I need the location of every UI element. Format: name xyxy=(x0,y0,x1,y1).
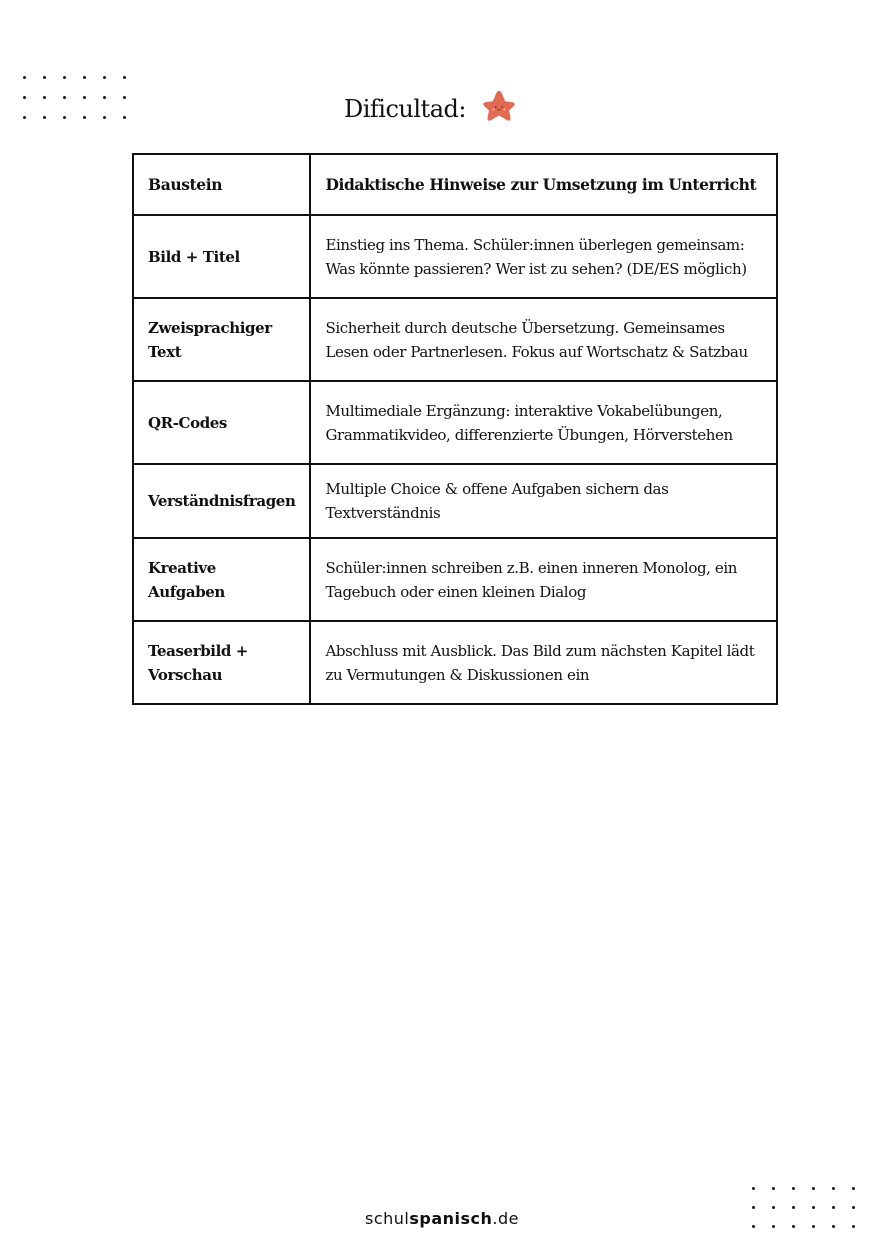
difficulty-label: Dificultad: xyxy=(344,95,466,123)
hinweise-cell: Multiple Choice & offene Aufgaben sichern das Textverständnis xyxy=(310,464,777,538)
baustein-cell: QR-Codes xyxy=(133,381,310,464)
didactic-table xyxy=(132,153,778,705)
hinweise-cell: Schüler:innen schreiben z.B. einen inneren Monolog, ein Tagebuch oder einen kleinen Dialog xyxy=(310,538,777,621)
decorative-dot-grid-top xyxy=(23,76,143,136)
footer-suffix: .de xyxy=(492,1209,519,1228)
table-row xyxy=(133,464,777,538)
column-header-baustein: Baustein xyxy=(133,154,310,215)
table-row xyxy=(133,381,777,464)
footer-prefix: schul xyxy=(365,1209,410,1228)
table-header-row xyxy=(133,154,777,215)
hinweise-cell: Einstieg ins Thema. Schüler:innen überlegen gemeinsam: Was könnte passieren? Wer ist zu sehen? (DE/ES möglich) xyxy=(310,215,777,298)
difficulty-rating xyxy=(344,88,518,130)
hinweise-cell: Sicherheit durch deutsche Übersetzung. Gemeinsames Lesen oder Partnerlesen. Fokus auf Wortschatz & Satzbau xyxy=(310,298,777,381)
decorative-dot-grid-bottom xyxy=(752,1187,872,1244)
baustein-cell: Verständnisfragen xyxy=(133,464,310,538)
table-row xyxy=(133,298,777,381)
star-icon xyxy=(480,88,518,130)
hinweise-cell: Multimediale Ergänzung: interaktive Vokabelübungen, Grammatikvideo, differenzierte Übungen, Hörverstehen xyxy=(310,381,777,464)
table-row xyxy=(133,621,777,704)
hinweise-cell: Abschluss mit Ausblick. Das Bild zum nächsten Kapitel lädt zu Vermutungen & Diskussionen ein xyxy=(310,621,777,704)
column-header-hinweise: Didaktische Hinweise zur Umsetzung im Unterricht xyxy=(310,154,777,215)
table-row xyxy=(133,215,777,298)
baustein-cell: Zweisprachiger Text xyxy=(133,298,310,381)
baustein-cell: Bild + Titel xyxy=(133,215,310,298)
baustein-cell: Kreative Aufgaben xyxy=(133,538,310,621)
baustein-cell: Teaserbild + Vorschau xyxy=(133,621,310,704)
table-row xyxy=(133,538,777,621)
footer-brand-name: spanisch xyxy=(409,1209,493,1228)
